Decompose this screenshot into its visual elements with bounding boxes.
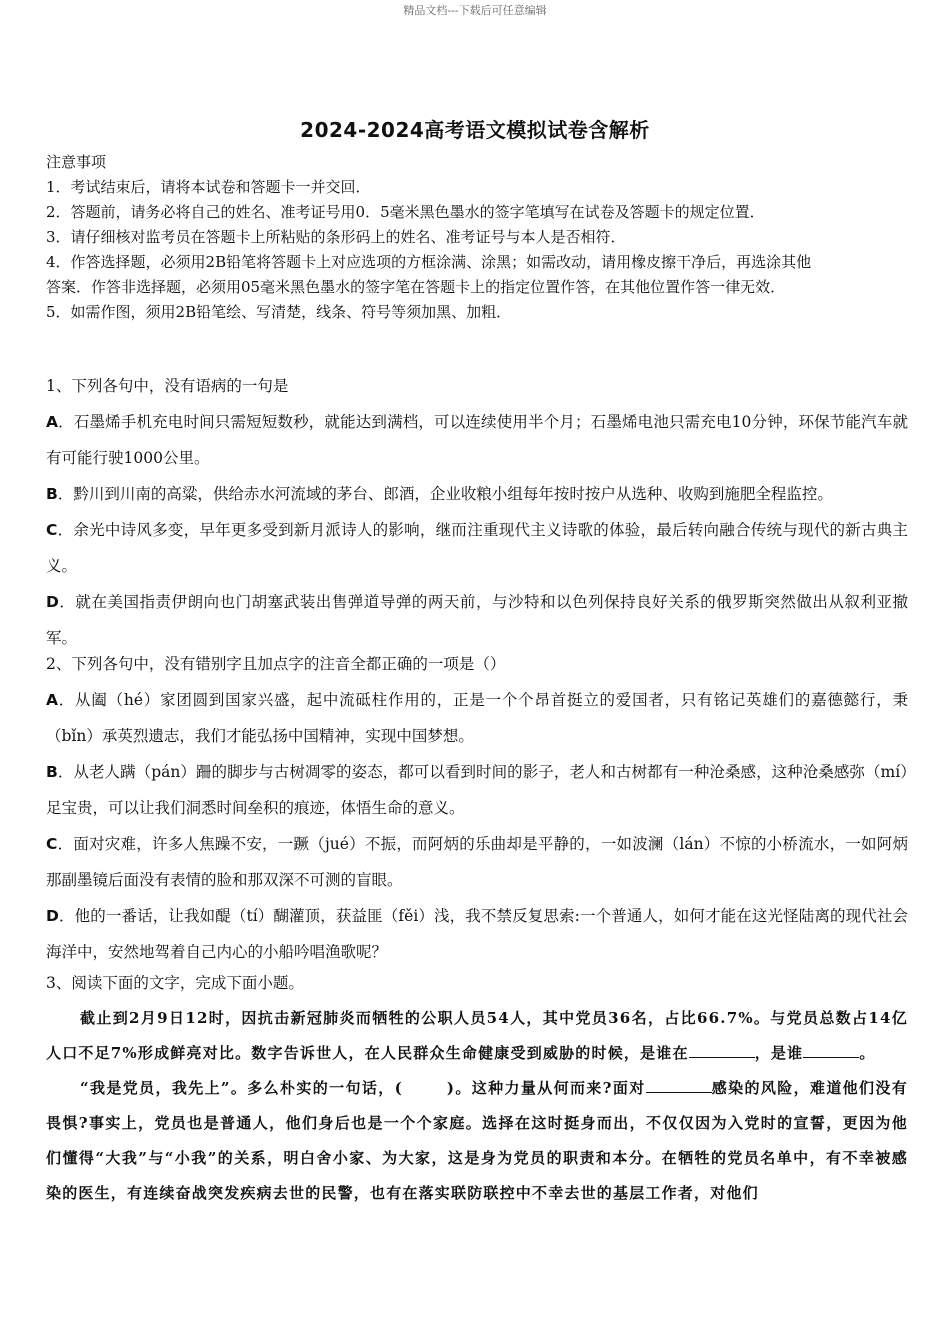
option-label: B <box>46 485 58 503</box>
passage-text: “我是党员，我先上”。多么朴实的一句话，( <box>80 1079 403 1097</box>
option-text: ．余光中诗风多变，早年更多受到新月派诗人的影响，继而注重现代主义诗歌的体验，最后转向融合传统与现代的新古典主义。 <box>46 521 908 575</box>
notice-item: 答案．作答非选择题，必须用05毫米黑色墨水的签字笔在答题卡上的指定位置作答，在其他位置作答一律无效． <box>46 278 786 296</box>
passage-paragraph <box>46 1001 908 1071</box>
option-b <box>46 754 908 826</box>
option-label: A <box>46 413 58 431</box>
notice-item: 1．考试结束后，请将本试卷和答题卡一并交回． <box>46 178 371 196</box>
question-stem: 3、阅读下面的文字，完成下面小题。 <box>46 974 304 992</box>
option-c <box>46 826 908 898</box>
question-2 <box>46 646 908 970</box>
option-text: ．从老人蹒（pán）跚的脚步与古树凋零的姿态，都可以看到时间的影子，老人和古树都有一种沧桑感，这种沧桑感弥（mí）足宝贵，可以让我们洞悉时间垒积的痕迹，体悟生命的意义。 <box>46 763 908 817</box>
option-a <box>46 404 908 476</box>
option-label: A <box>46 691 58 709</box>
option-text: ．从阖（hé）家团圆到国家兴盛，起中流砥柱作用的，正是一个个昂首挺立的爱国者，只有铭记英雄们的嘉德懿行，秉（bǐn）承英烈遗志，我们才能弘扬中国精神，实现中国梦想。 <box>46 691 908 745</box>
option-text: ．他的一番话，让我如醍（tí）醐灌顶，获益匪（fěi）浅，我不禁反复思索:一个普通人，如何才能在这光怪陆离的现代社会海洋中，安然地驾着自己内心的小船吟唱渔歌呢？ <box>46 907 908 961</box>
document-title: 2024-2024高考语文模拟试卷含解析 <box>300 118 650 142</box>
option-label: B <box>46 763 58 781</box>
passage-text: 感染的风险，难道他们没有畏惧?事实上，党员也是普通人，他们身后也是一个个家庭。选择在这时挺身而出，不仅仅因为入党时的宣誓，更因为他们懂得“大我”与“小我”的关系，明白舍小家、为大家，这是身为党员的职责和本分。在牺牲的党员名单中，有不幸被感染的医生，有连续奋战突发疾病去世的民警，也有在落实联防联控中不幸去世的基层工作者，对他们 <box>46 1079 908 1202</box>
passage-text: )。这种力量从何而来?面对 <box>446 1079 646 1097</box>
answer-blank <box>646 1078 712 1093</box>
question-stem: 1、下列各句中，没有语病的一句是 <box>46 377 289 395</box>
notice-section <box>46 150 916 325</box>
notice-heading: 注意事项 <box>46 153 107 171</box>
passage-text: 。 <box>859 1044 876 1062</box>
notice-item: 3．请仔细核对监考员在答题卡上所粘贴的条形码上的姓名、准考证号与本人是否相符． <box>46 228 626 246</box>
option-text: ．石墨烯手机充电时间只需短短数秒，就能达到满档，可以连续使用半个月；石墨烯电池只需充电10分钟，环保节能汽车就有可能行驶1000公里。 <box>46 413 908 467</box>
option-label: C <box>46 835 58 853</box>
option-label: D <box>46 907 59 925</box>
option-d <box>46 898 908 970</box>
option-text: ．就在美国指责伊朗向也门胡塞武装出售弹道导弹的两天前，与沙特和以色列保持良好关系的俄罗斯突然做出从叙利亚撤军。 <box>46 593 908 647</box>
question-stem: 2、下列各句中，没有错别字且加点字的注音全都正确的一项是（） <box>46 655 506 673</box>
answer-blank <box>689 1043 755 1058</box>
passage-paragraph <box>46 1071 908 1211</box>
notice-item: 5．如需作图，须用2B铅笔绘、写清楚，线条、符号等须加黑、加粗． <box>46 303 512 321</box>
answer-blank <box>803 1043 859 1058</box>
option-label: C <box>46 521 58 539</box>
option-c <box>46 512 908 584</box>
passage-text: ，是谁 <box>754 1044 804 1062</box>
page-watermark-header: 精品文档---下载后可任意编辑 <box>403 4 547 17</box>
notice-item: 2．答题前，请务必将自己的姓名、准考证号用0．5毫米黑色墨水的签字笔填写在试卷及答题卡的规定位置． <box>46 203 765 221</box>
option-text: ．黔川到川南的高粱，供给赤水河流域的茅台、郎酒，企业收粮小组每年按时按户从选种、收购到施肥全程监控。 <box>57 485 833 503</box>
option-label: D <box>46 593 59 611</box>
option-b <box>46 476 908 512</box>
reading-passage <box>46 1001 908 1211</box>
passage-text: 截止到2月9日12时，因抗击新冠肺炎而牺牲的公职人员54人，其中党员36名，占比66.7%。与党员总数占14亿人口不足7%形成鲜亮对比。数字告诉世人，在人民群众生命健康受到威胁的时候，是谁在 <box>46 1009 908 1062</box>
option-a <box>46 682 908 754</box>
notice-item: 4．作答选择题，必须用2B铅笔将答题卡上对应选项的方框涂满、涂黑；如需改动，请用橡皮擦干净后，再选涂其他 <box>46 253 812 271</box>
option-text: ．面对灾难，许多人焦躁不安，一蹶（jué）不振，而阿炳的乐曲却是平静的，一如波澜（lán）不惊的小桥流水，一如阿炳那副墨镜后面没有表情的脸和那双深不可测的盲眼。 <box>46 835 908 889</box>
question-3 <box>46 965 908 1001</box>
question-1 <box>46 368 908 656</box>
